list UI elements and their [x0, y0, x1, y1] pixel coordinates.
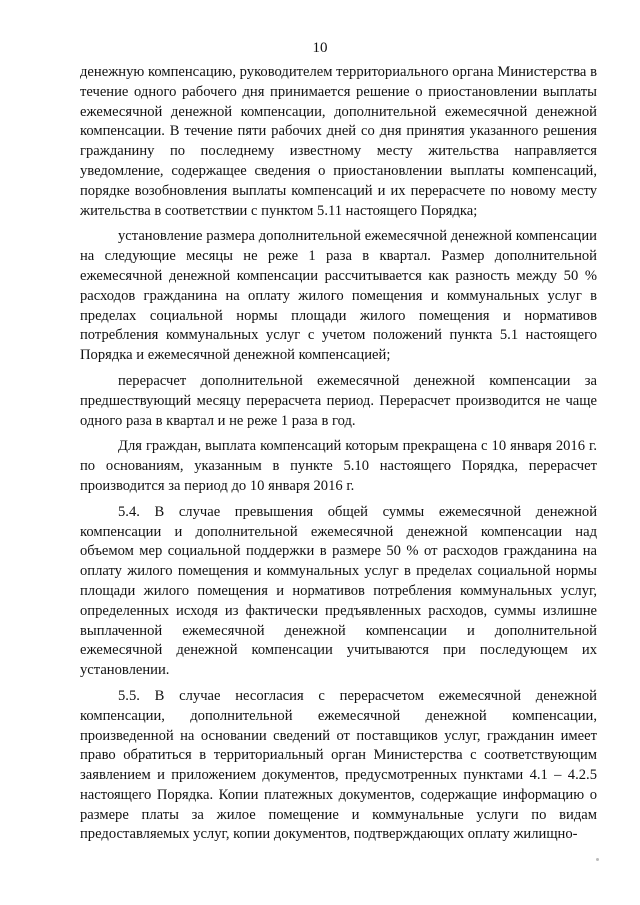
document-body [80, 63, 597, 845]
paragraph-terminated-citizens: Для граждан, выплата компенсаций которым прекращена с 10 января 2016 г. по основаниям, указанным в пункте 5.10 настоящего Порядка, перерасчет производится за период до 10 января 2016 г. [80, 438, 597, 494]
paragraph-size-establishment: установление размера дополнительной ежемесячной денежной компенсации на следующие месяцы не реже 1 раза в квартал. Размер дополнительной ежемесячной денежной компенсации рассчитывается как разность между 50 % расходов гражданина на оплату жилого помещения и коммунальных услуг в пределах социальной нормы площади жилого помещения и нормативов потребления коммунальных услуг с учетом положений пункта 5.1 настоящего Порядка и ежемесячной денежной компенсацией; [80, 228, 597, 364]
paragraph-clause-5-5: 5.5. В случае несогласия с перерасчетом ежемесячной денежной компенсации, дополнительной ежемесячной денежной компенсации, произведенной на основании сведений от поставщиков услуг, гражданин имеет право обратиться в территориальный орган Министерства с соответствующим заявлением и приложением документов, предусмотренных пунктами 4.1 – 4.2.5 настоящего Порядка. Копии платежных документов, содержащие информацию о размере платы за жилое помещение и коммунальные услуги по видам предоставляемых услуг, копии документов, подтверждающих оплату жилищно- [80, 687, 597, 843]
scan-speck [596, 858, 599, 861]
paragraph-continuation: денежную компенсацию, руководителем территориального органа Министерства в течение одного рабочего дня принимается решение о приостановлении выплаты ежемесячной денежной компенсации, дополнительной ежемесячной денежной компенсации. В течение пяти рабочих дней со дня принятия указанного решения гражданину по последнему известному месту жительства направляется уведомление, содержащее сведения о приостановлении выплаты компенсаций, порядке возобновления выплаты компенсаций и их перерасчете по новому месту жительства в соответствии с пунктом 5.11 настоящего Порядка; [80, 64, 597, 219]
paragraph-recalculation: перерасчет дополнительной ежемесячной денежной компенсации за предшествующий месяцу перерасчета период. Перерасчет производится не чаще одного раза в квартал и не реже 1 раза в год. [80, 372, 597, 429]
paragraph-clause-5-4: 5.4. В случае превышения общей суммы ежемесячной денежной компенсации и дополнительной ежемесячной денежной компенсации над объемом мер социальной поддержки в размере 50 % от расходов гражданина на оплату жилого помещения и коммунальных услуг в пределах социальной нормы площади жилого помещения и нормативов потребления коммунальных услуг, определенных исходя из фактически предъявленных расходов, суммы излишне выплаченной ежемесячной денежной компенсации и дополнительной ежемесячной денежной компенсации учитываются при последующем их установлении. [80, 503, 597, 679]
page-number: 10 [312, 40, 328, 56]
